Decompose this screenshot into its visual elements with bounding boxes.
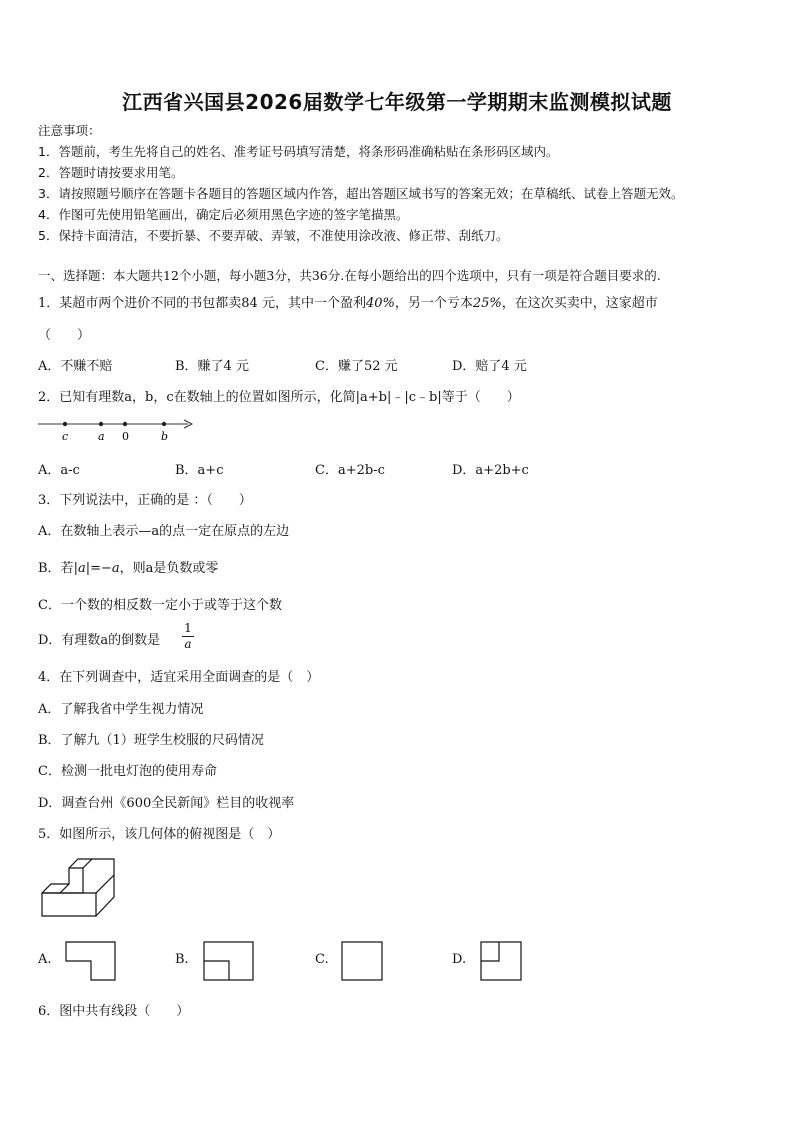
- option-c-figure: [340, 940, 386, 982]
- notice-item-3: 3．请按照题号顺序在答题卡各题目的答题区域内作答，超出答题区域书写的答案无效；在草稿纸、试卷上答题无效。: [38, 186, 684, 201]
- question-1-paren: （ ）: [38, 328, 91, 343]
- question-3-option-b-pre: B．若: [38, 561, 74, 576]
- question-2-option-d: D．a+2b+c: [452, 463, 529, 478]
- question-3-option-c: C．一个数的相反数一定小于或等于这个数: [38, 598, 282, 613]
- question-4-option-a: A．了解我省中学生视力情况: [38, 702, 204, 717]
- question-4-stem: 4．在下列调查中，适宜采用全面调查的是（ ）: [38, 670, 320, 685]
- question-1-text-c: ，在这次买卖中，这家超市: [501, 296, 658, 311]
- question-3-option-b-post: ，则a是负数或零: [119, 561, 219, 576]
- question-1-percent-2: 25%: [472, 296, 502, 311]
- notice-item-5: 5．保持卡面清洁，不要折暴、不要弄破、弄皱，不准使用涂改液、修正带、刮纸刀。: [38, 228, 509, 243]
- option-d-figure: [479, 940, 525, 982]
- label-zero: 0: [122, 430, 129, 443]
- question-3-option-b: [38, 557, 218, 576]
- question-5-option-d-label: D.: [452, 952, 467, 967]
- question-5-stem: 5．如图所示，该几何体的俯视图是（ ）: [38, 827, 281, 842]
- question-4-option-d: D．调查台州《600全民新闻》栏目的收视率: [38, 796, 295, 811]
- number-line-figure: [36, 414, 200, 444]
- fraction: [182, 621, 194, 651]
- option-b-figure: [202, 940, 256, 982]
- question-1-option-b: B．赚了4 元: [175, 359, 249, 374]
- question-1-option-a: A．不赚不赔: [38, 359, 113, 374]
- label-c: c: [62, 430, 69, 443]
- notice-item-1: 1．答题前，考生先将自己的姓名、准考证号码填写清楚，将条形码准确粘贴在条形码区域内。: [38, 144, 559, 159]
- notice-item-2: 2．答题时请按要求用笔。: [38, 165, 184, 180]
- question-3-option-a: A．在数轴上表示—a的点一定在原点的左边: [38, 524, 290, 539]
- question-3-stem: 3．下列说法中，正确的是 ：（ ）: [38, 493, 252, 508]
- question-6-stem: 6．图中共有线段（ ）: [38, 1004, 190, 1019]
- solid-figure: [40, 855, 120, 921]
- label-a: a: [98, 430, 105, 443]
- point-b-dot: [162, 422, 166, 426]
- option-a-figure: [64, 940, 118, 982]
- question-5-option-c-label: C.: [315, 952, 329, 967]
- point-a-dot: [99, 422, 103, 426]
- question-1-stem: [38, 292, 658, 311]
- notice-item-4: 4．作图可先使用铅笔画出，确定后必须用黑色字迹的签字笔描黑。: [38, 207, 409, 222]
- fraction-numerator: 1: [184, 621, 192, 635]
- section-heading: 一、选择题：本大题共12个小题，每小题3分，共36分.在每小题给出的四个选项中，只有一项是符合题目要求的.: [38, 268, 661, 283]
- question-1-text-b: ，另一个亏本: [394, 296, 473, 311]
- question-4-option-b: B．了解九（1）班学生校服的尺码情况: [38, 733, 264, 748]
- question-1-text-a: 1．某超市两个进价不同的书包都卖84 元，其中一个盈利: [38, 296, 366, 311]
- notice-heading: 注意事项：: [38, 123, 101, 138]
- question-1-percent-1: 40%: [365, 296, 395, 311]
- question-2-option-c: C．a+2b-c: [315, 463, 385, 478]
- question-2-option-b: B．a+c: [175, 463, 224, 478]
- question-3-option-b-math: |a|=−a: [73, 561, 120, 576]
- label-b: b: [161, 430, 169, 443]
- question-5-option-b-label: B.: [175, 952, 189, 967]
- page-title: 江西省兴国县2026届数学七年级第一学期期末监测模拟试题: [122, 90, 672, 114]
- question-2-stem: 2．已知有理数a，b，c在数轴上的位置如图所示，化简|a+b|﹣|c﹣b|等于（ ）: [38, 390, 520, 405]
- point-zero-dot: [123, 422, 127, 426]
- question-5-option-a-label: A.: [38, 952, 52, 967]
- fraction-denominator: a: [182, 636, 194, 651]
- question-3-option-d: D．有理数a的倒数是: [38, 633, 161, 648]
- question-1-option-d: D．赔了4 元: [452, 359, 527, 374]
- point-c-dot: [63, 422, 67, 426]
- question-1-option-c: C．赚了52 元: [315, 359, 398, 374]
- question-4-option-c: C．检测一批电灯泡的使用寿命: [38, 764, 217, 779]
- question-2-option-a: A．a-c: [38, 463, 80, 478]
